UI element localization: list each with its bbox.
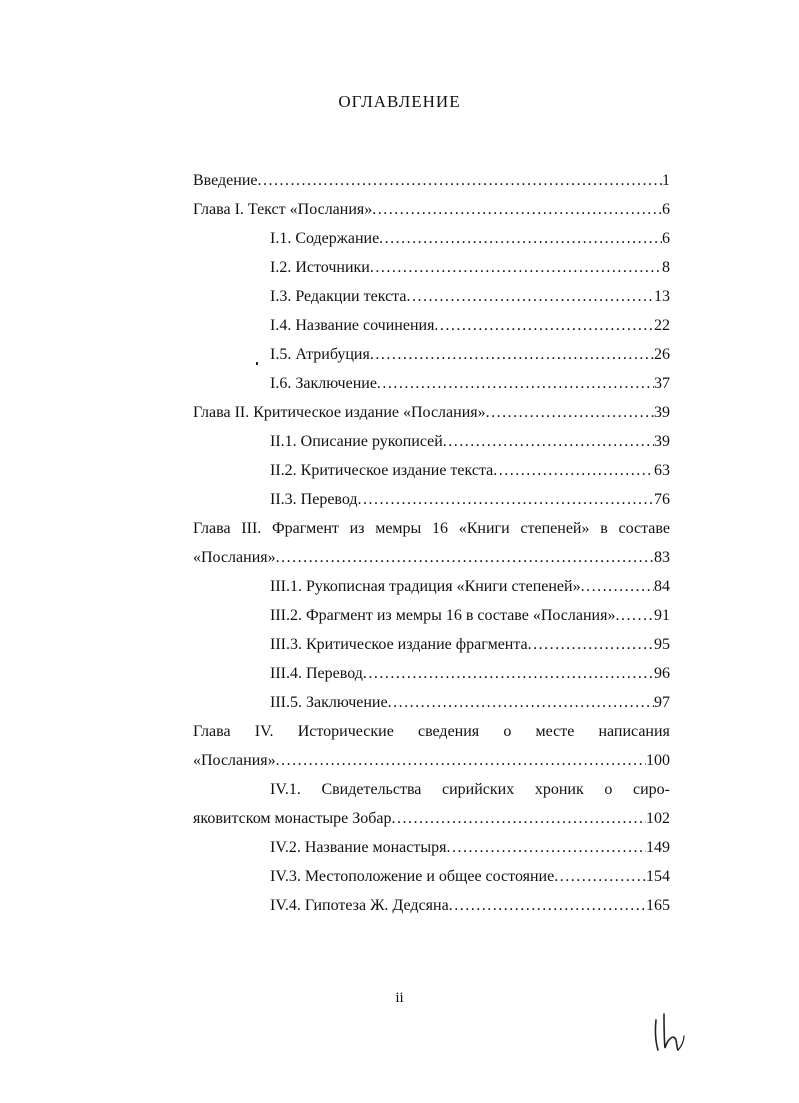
toc-entry-section-1-5[interactable] (270, 344, 670, 366)
toc-entry-label: I.3. Редакции текста (270, 288, 407, 305)
page-title: ОГЛАВЛЕНИЕ (338, 92, 461, 111)
toc-entry-label: Глава II. Критическое издание «Послания» (193, 404, 486, 421)
leader-dots (372, 199, 662, 221)
toc-word: Фрагмент (272, 520, 339, 537)
toc-entry-page: 102 (646, 810, 670, 827)
toc-word: сирийских (442, 781, 515, 798)
leader-dots (370, 344, 654, 366)
toc-entry-page: 6 (662, 201, 670, 218)
toc-word: из (349, 520, 365, 537)
toc-entry-label: III.3. Критическое издание фрагмента (270, 636, 528, 653)
toc-word: Глава (193, 723, 231, 740)
toc-word: IV. (254, 723, 274, 740)
toc-entry-page: 83 (654, 549, 670, 566)
toc-entry-label: яковитском монастыре Зобар (193, 810, 392, 827)
toc-entry-label: I.1. Содержание (270, 230, 380, 247)
toc-entry-label: IV.3. Местоположение и общее состояние (270, 868, 555, 885)
toc-entry-label: III.5. Заключение (270, 694, 388, 711)
leader-dots (258, 170, 663, 192)
toc-word: мемры (375, 520, 422, 537)
toc-entry-label: II.3. Перевод (270, 491, 358, 508)
toc-entry-page: 154 (646, 868, 670, 885)
toc-entry-section-3-5[interactable] (270, 692, 670, 714)
toc-entry-page: 100 (646, 752, 670, 769)
toc-word: III. (241, 520, 262, 537)
toc-entry-section-2-1[interactable] (270, 431, 670, 453)
leader-dots (486, 402, 654, 424)
toc-entry-page: 84 (654, 578, 670, 595)
toc-entry-page: 6 (662, 230, 670, 247)
leader-dots (379, 228, 662, 250)
toc-word: сведения (417, 723, 480, 740)
toc-entry-section-1-4[interactable] (270, 315, 670, 337)
toc-entry-label: IV.4. Гипотеза Ж. Дедсяна (270, 897, 449, 914)
leader-dots (554, 866, 646, 888)
toc-entry-page: 95 (654, 636, 670, 653)
toc-word: «Книги (458, 520, 510, 537)
toc-entry-section-2-3[interactable] (270, 489, 670, 511)
toc-word: степеней» (520, 520, 590, 537)
toc-entry-label: IV.2. Название монастыря (270, 839, 447, 856)
toc-entry-page: 37 (654, 375, 670, 392)
leader-dots (528, 634, 654, 656)
toc-entry-section-1-1[interactable] (270, 228, 670, 250)
toc-word: о (503, 723, 512, 740)
toc-word: Глава (193, 520, 231, 537)
toc-entry-page: 8 (662, 259, 670, 276)
leader-dots (581, 576, 654, 598)
leader-dots (392, 808, 647, 830)
toc-word: сиро- (632, 781, 670, 798)
toc-entry-label: I.4. Название сочинения (270, 317, 435, 334)
toc-entry-label: III.1. Рукописная традиция «Книги степеней» (270, 578, 581, 595)
toc-entry-page: 97 (654, 694, 670, 711)
toc-entry-section-4-1-line-1[interactable] (270, 779, 670, 801)
toc-word: в (600, 520, 608, 537)
page-number: ii (395, 990, 404, 1006)
toc-entry-page: 39 (654, 433, 670, 450)
toc-entry-chapter-2[interactable] (193, 402, 670, 424)
toc-word: составе (618, 520, 670, 537)
toc-entry-label: Глава I. Текст «Послания» (193, 201, 373, 218)
toc-entry-label: I.5. Атрибуция (270, 346, 370, 363)
leader-dots (615, 605, 654, 627)
leader-dots (388, 692, 654, 714)
toc-word: Исторические (297, 723, 394, 740)
toc-entry-page: 91 (654, 607, 670, 624)
toc-entry-chapter-3-line-2[interactable] (193, 547, 670, 569)
leader-dots (406, 286, 654, 308)
toc-word: хроник (534, 781, 584, 798)
toc-entry-section-3-4[interactable] (270, 663, 670, 685)
leader-dots (434, 315, 654, 337)
toc-word: месте (535, 723, 575, 740)
toc-entry-label: I.2. Источники (270, 259, 370, 276)
toc-entry-page: 26 (654, 346, 670, 363)
toc-entry-page: 149 (646, 839, 670, 856)
scan-speck (256, 362, 258, 365)
toc-entry-section-4-3[interactable] (270, 866, 670, 888)
toc-entry-section-3-2[interactable] (270, 605, 670, 627)
leader-dots (276, 547, 654, 569)
toc-entry-page: 96 (654, 665, 670, 682)
toc-entry-label: II.1. Описание рукописей (270, 433, 443, 450)
toc-word: написания (598, 723, 670, 740)
leader-dots (363, 663, 654, 685)
toc-entry-chapter-4-line-2[interactable] (193, 750, 670, 772)
leader-dots (370, 257, 662, 279)
toc-word: 16 (432, 520, 449, 537)
toc-entry-label: II.2. Критическое издание текста (270, 462, 494, 479)
toc-entry-page: 13 (654, 288, 670, 305)
toc-entry-label: I.6. Заключение (270, 375, 377, 392)
toc-entry-section-3-3[interactable] (270, 634, 670, 656)
toc-entry-label: III.4. Перевод (270, 665, 363, 682)
toc-entry-label: «Послания» (193, 752, 276, 769)
toc-entry-chapter-1[interactable] (193, 199, 670, 221)
toc-entry-page: 63 (654, 462, 670, 479)
toc-entry-chapter-4-line-1[interactable] (193, 721, 670, 743)
toc-entry-page: 22 (654, 317, 670, 334)
leader-dots (358, 489, 654, 511)
toc-entry-section-1-3[interactable] (270, 286, 670, 308)
toc-entry-page: 165 (646, 897, 670, 914)
toc-entry-section-4-2[interactable] (270, 837, 670, 859)
toc-entry-page: 1 (662, 172, 670, 189)
toc-entry-section-1-6[interactable] (270, 373, 670, 395)
leader-dots (446, 837, 646, 859)
toc-entry-section-4-4[interactable] (270, 895, 670, 917)
leader-dots (449, 895, 646, 917)
toc-entry-section-4-1-line-2[interactable] (193, 808, 670, 830)
handwritten-signature (650, 1010, 698, 1054)
toc-entry-intro[interactable] (193, 170, 670, 192)
leader-dots (276, 750, 646, 772)
toc-entry-section-1-2[interactable] (270, 257, 670, 279)
toc-entry-section-3-1[interactable] (270, 576, 670, 598)
toc-entry-page: 76 (654, 491, 670, 508)
toc-word: о (604, 781, 613, 798)
toc-entry-section-2-2[interactable] (270, 460, 670, 482)
leader-dots (493, 460, 654, 482)
toc-entry-label: «Послания» (193, 549, 276, 566)
toc-word: Свидетельства (321, 781, 422, 798)
toc-entry-label: III.2. Фрагмент из мемры 16 в составе «Послания» (270, 607, 616, 624)
toc-entry-chapter-3-line-1[interactable] (193, 518, 670, 540)
toc-entry-label: Введение (193, 172, 258, 189)
leader-dots (443, 431, 654, 453)
leader-dots (377, 373, 654, 395)
toc-word: IV.1. (270, 781, 301, 798)
toc-entry-page: 39 (654, 404, 670, 421)
